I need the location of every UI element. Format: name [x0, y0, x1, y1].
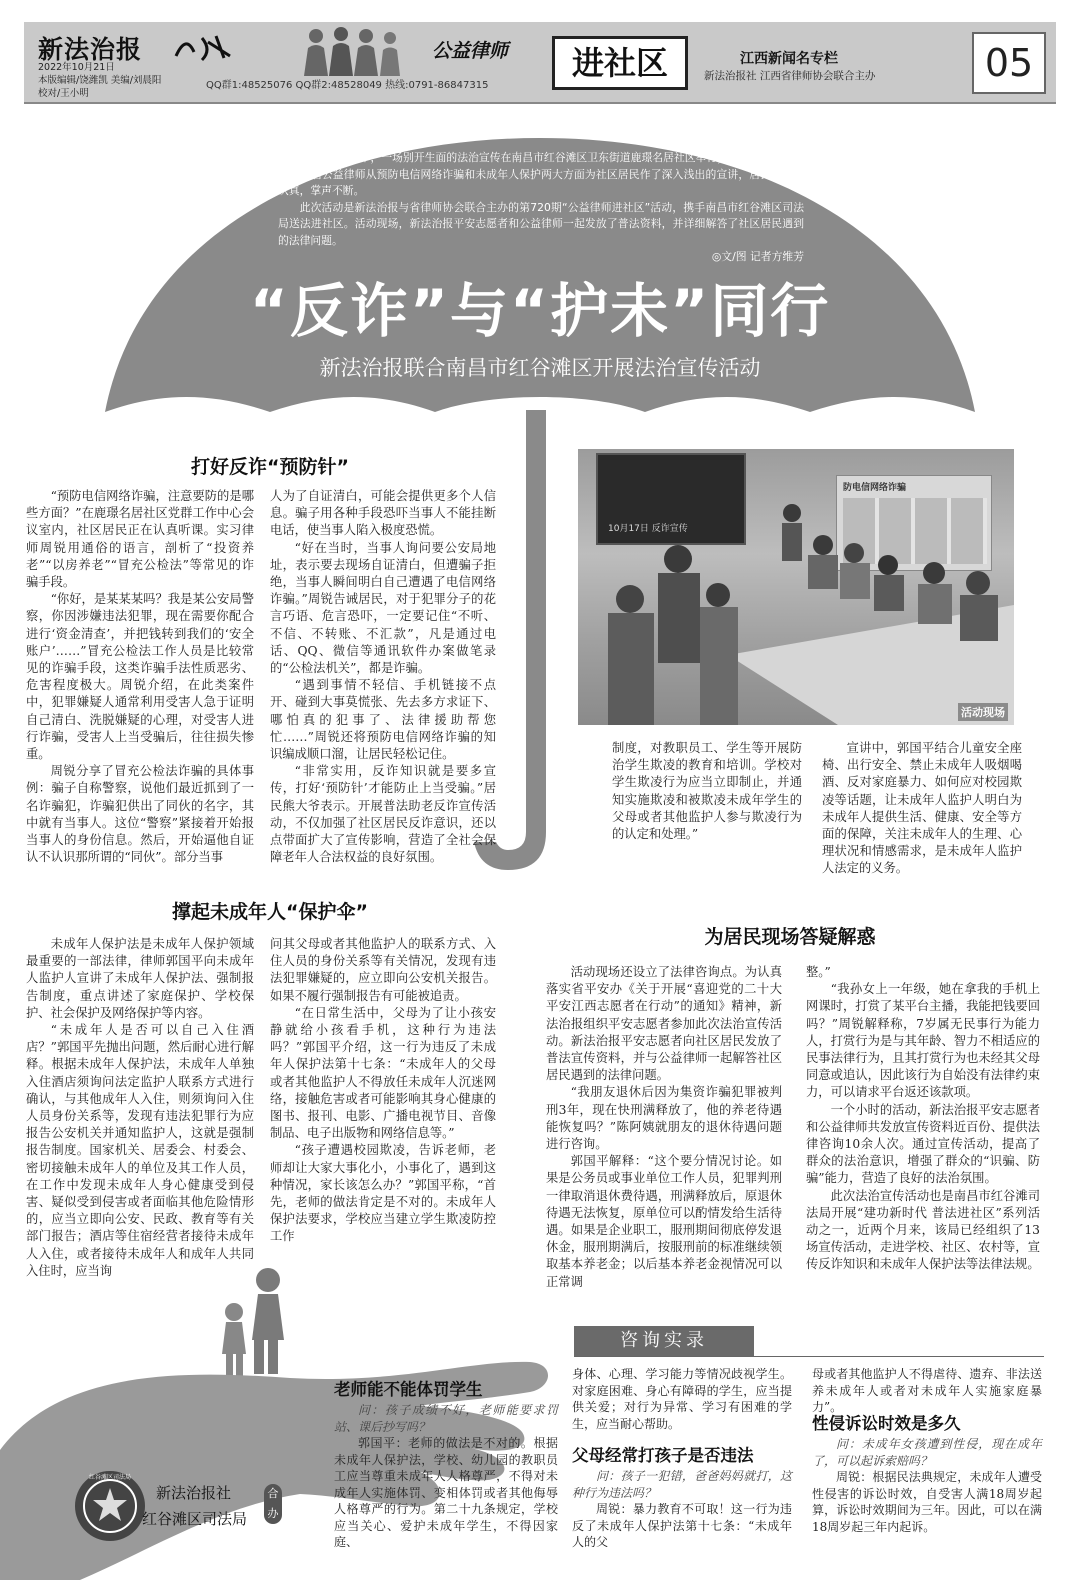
headline-title: “反诈”与“护未”同行 — [249, 277, 831, 345]
qq-hotline: QQ群1:48525076 QQ群2:48528049 热线:0791-86847315 — [206, 80, 489, 91]
section-anti-fraud-col1 — [26, 488, 254, 866]
q3-block — [812, 1436, 1042, 1535]
section-consult-col2 — [806, 964, 1040, 1274]
paragraph: “非常实用，反诈知识就是要多宣传，打好‘预防针’才能防止上当受骗。”居民熊大爷表示。开展普法助老反诈宣传活动，不仅加强了社区居民反诈意识，还以点带面扩大了宣传影响，营造了全社会保障老年人合法权益的良好氛围。 — [270, 764, 496, 865]
section-minor-protection-title: 撑起未成年人“保护伞” — [172, 901, 368, 923]
paragraph: 制度，对教职员工、学生等开展防治学生欺凌的教育和培训。学校对学生欺凌行为应当立即制止，并通知实施欺凌和被欺凌未成年学生的父母或者其他监护人参与欺凌行为的认定和处理。” — [612, 741, 802, 842]
paper-name: 新法治报 — [38, 35, 143, 64]
paragraph: “预防电信网络诈骗，注意要防的是哪些方面？”在鹿璟名居社区党群工作中心会议室内，社区居民正在认真听课。实习律师周锐用通俗的语言，剖析了“投资养老”“以房养老”“冒充公检法”等常见的诈骗手段。 — [26, 489, 254, 590]
lead-text-1: 10月17日下午，一场别开生面的法治宣传在南昌市红谷滩区卫东街道鹿璟名居社区举行，江西昕论律师事务所两名公益律师从预防电信网络诈骗和未成年人保护两大方面为社区居民作了深入浅出的宣讲，居民们听得认真，掌声不断。 — [278, 151, 804, 197]
wall-sign-text: 防电信网络诈骗 — [843, 483, 907, 493]
q2-answer-2: 母或者其他监护人不得虐待、遗弃、非法送养未成年人或者对未成年人实施家庭暴力”。 — [812, 1367, 1042, 1414]
seal-ring-text: 红谷滩区司法局 — [88, 1474, 131, 1481]
paragraph: 宣讲中，郭国平结合儿童安全座椅、出行安全、禁止未成年人吸烟喝酒、反对家庭暴力、如何应对校园欺凌等话题，让未成年人监护人明白为未成年人提供生活、健康、安全等方面的保障，关注未成年人的生理、心理状况和情感需求，是未成年人监护人法定的义务。 — [822, 741, 1022, 876]
paragraph: 人为了自证清白，可能会提供更多个人信息。骗子用各种手段恐吓当事人不能挂断电话，使当事人陷入极度恐慌。 — [270, 489, 496, 538]
q2-title: 父母经常打孩子是否违法 — [572, 1446, 754, 1465]
q2-continued — [812, 1366, 1042, 1416]
q2-answer-1: 周锐：暴力教育不可取！这一行为违反了未成年人保护法第十七条：“未成年人的父 — [572, 1502, 792, 1549]
section-minor-protection-col1 — [26, 936, 254, 1280]
q1-continued — [572, 1366, 792, 1432]
q2-block — [572, 1468, 792, 1551]
series-label: 公益律师 — [432, 40, 509, 62]
org-name-2: 红谷滩区司法局 — [142, 1510, 248, 1528]
q1-title: 老师能不能体罚学生 — [334, 1380, 483, 1399]
page-number: 05 — [972, 32, 1046, 94]
paragraph: “未成年人是否可以自己入住酒店？”郭国平先抛出问题，然后耐心进行解释。根据未成年人保护法，未成年人单独入住酒店须询问法定监护人联系方式进行确认，与其他成年人入住，则须询问入住人员身份关系等，发现有违法犯罪行为应报告公安机关并通知监护人，这就是强制报告制度。国家机关、居委会、村委会、密切接触未成年人的单位及其工作人员，在工作中发现未成年人身心健康受到侵害、疑似受到侵害或者面临其他危险情形的，应当立即向公安、民政、教育等有关部门报告；酒店等住宿经营者接待未成年人入住，或者接待未成年人和成年人共同入住时，应当询 — [26, 1023, 254, 1278]
paragraph: 此次法治宣传活动也是南昌市红谷滩司法局开展“建功新时代 普法进社区”系列活动之一，近两个月来，该局已经组织了13场宣传活动，走进学校、社区、农村等，宣传反诈知识和未成年人保护法等法律法规。 — [806, 1188, 1040, 1272]
meeting-people-illustration — [578, 449, 1014, 725]
q2-question: 问：孩子一犯错，爸爸妈妈就打，这种行为违法吗？ — [572, 1469, 792, 1500]
lead-paragraph — [278, 150, 804, 266]
mid-column-left — [612, 740, 802, 843]
q3-answer: 周锐：根据民法典规定，未成年人遭受性侵害的诉讼时效，自受害人满18周岁起算，诉讼时效期间为三年。因此，可以在满18周岁起三年内起诉。 — [812, 1470, 1042, 1534]
paragraph: 整。” — [806, 965, 831, 979]
consult-banner-rule — [574, 1356, 1044, 1357]
photo-caption: 活动现场 — [958, 703, 1008, 721]
paragraph: 一个小时的活动，新法治报平安志愿者和公益律师共发放宣传资料近百份、提供法律咨询10余人次。通过宣传活动，提高了群众的法治意识，增强了群众的“识骗、防骗”能力，营造了良好的法治氛围。 — [806, 1102, 1040, 1186]
paragraph: 问其父母或者其他监护人的联系方式、入住人员的身份关系等有关情况，发现有违法犯罪嫌疑的，应立即向公安机关报告。如果不履行强制报告有可能被追责。 — [270, 937, 496, 1003]
q1-answer-2: 身体、心理、学习能力等情况歧视学生。对家庭困难、身心有障碍的学生，应当提供关爱；对行为异常、学习有困难的学生，应当耐心帮助。 — [572, 1367, 792, 1431]
column-hosts: 新法治报社 江西省律师协会联合主办 — [704, 70, 876, 82]
q1-block — [334, 1402, 558, 1551]
issue-date: 2022年10月21日 — [38, 62, 115, 73]
section-anti-fraud-title: 打好反诈“预防针” — [191, 456, 349, 478]
lead-credit: ◎文/图 记者方维芳 — [711, 250, 804, 263]
paragraph: “遇到事情不轻信、手机链接不点开、碰到大事莫慌张、先去多方求证下、哪怕真的犯事了、法律援助帮您忙……”周锐还将预防电信网络诈骗的知识编成顺口溜，让居民轻松记住。 — [270, 678, 496, 762]
proof-line: 校对/王小明 — [38, 88, 89, 99]
paragraph: “孩子遭遇校园欺凌，告诉老师，老师却让大家大事化小，小事化了，遇到这种情况，家长该怎么办？”郭国平称，“首先，老师的做法肯定是不对的。未成年人保护法要求，学校应当建立学生欺凌防控工作 — [270, 1143, 496, 1244]
joint-footer — [72, 1462, 298, 1548]
q1-answer-1: 郭国平：老师的做法是不对的。根据未成年人保护法，学校、幼儿园的教职员工应当尊重未成年人人格尊严，不得对未成年人实施体罚、变相体罚或者其他侮辱人格尊严的行为。第二十九条规定，学校应当关心、爱护未成年学生，不得因家庭、 — [334, 1436, 558, 1549]
column-name: 江西新闻名专栏 — [740, 51, 838, 67]
editor-line: 本版编辑/饶潍凯 美编/刘晨阳 — [38, 75, 162, 86]
paragraph: “我朋友退休后因为集资诈骗犯罪被判刑3年，现在快刑满释放了，他的养老待遇能恢复吗？”陈阿姨就朋友的退休待遇问题进行咨询。 — [546, 1085, 782, 1152]
org-name-1: 新法治报社 — [156, 1484, 232, 1502]
paragraph: 活动现场还设立了法律咨询点。为认真落实省平安办《关于开展“喜迎党的二十大 平安江西志愿者在行动”的通知》精神，新法治报组织平安志愿者参加此次法治宣传活动。新法治报平安志愿者向社区居民发放了普法宣传资料，并与公益律师一起解答社区居民遇到的法律问题。 — [546, 965, 782, 1083]
q3-question: 问：未成年女孩遭到性侵，现在成年了，可以起诉索赔吗？ — [812, 1437, 1042, 1468]
q3-title: 性侵诉讼时效是多久 — [812, 1414, 961, 1433]
headline-subtitle: 新法治报联合南昌市红谷滩区开展法治宣传活动 — [319, 356, 761, 380]
paragraph: “在日常生活中，父母为了让小孩安静就给小孩看手机，这种行为违法吗？”郭国平介绍，这一行为违反了未成年人保护法第十七条：“未成年人的父母或者其他监护人不得放任未成年人沉迷网络，接触危害或者可能影响其身心健康的图书、报刊、电影、广播电视节目、音像制品、电子出版物和网络信息等。” — [270, 1005, 496, 1141]
section-anti-fraud-col2 — [270, 488, 496, 866]
q1-question: 问：孩子成绩不好，老师能要求罚站、课后抄写吗？ — [334, 1403, 558, 1434]
paragraph: 未成年人保护法是未成年人保护领域最重要的一部法律，律师郭国平向未成年人监护人宣讲了未成年人保护法、强制报告制度，重点讲述了家庭保护、学校保护、社会保护及网络保护等内容。 — [26, 937, 254, 1020]
paragraph: “好在当时，当事人询问要公安局地址，表示要去现场自证清白，但遭骗子拒绝，当事人瞬间明白自己遭遇了电信网络诈骗。”周锐告诫居民，对于犯罪分子的花言巧语、危言恐吓，一定要记住“不听、不信、不转账、不汇款”，凡是通过电话、QQ、微信等通讯软件办案做笔录的“公检法机关”，都是诈骗。 — [270, 540, 496, 676]
paragraph: “我孙女上一年级，她在拿我的手机上网课时，打赏了某平台主播，我能把钱要回吗？”周锐解释称，7岁属无民事行为能力人，打赏行为是与其年龄、智力不相适应的民事法律行为，且其打赏行为也未经其父母同意或追认，因此该行为自始没有法律约束力，可以请求平台返还该款项。 — [806, 982, 1040, 1100]
section-consult-col1 — [546, 964, 782, 1291]
lead-text-2: 此次活动是新法治报与省律师协会联合主办的第720期“公益律师进社区”活动，携手南昌市红谷滩区司法局送法进社区。活动现场，新法治报平安志愿者和公益律师一起发放了普法资料，并详细解答了社区居民遇到的法律问题。 — [278, 200, 804, 247]
consult-banner: 咨询实录 — [574, 1326, 754, 1356]
screen-text: 10月17日 反诈宣传 — [608, 524, 688, 534]
paragraph: 郭国平解释：“这个要分情况讨论。如果是公务员或事业单位工作人员，犯罪判刑一律取消退休费待遇，刑满释放后，原退休待遇无法恢复，原单位可以酌情发给生活待遇。如果是企业职工，服刑期间彻底停发退休金，服刑期满后，按服刑前的标准继续领取基本养老金；以后基本养老金视情况可以正常调 — [546, 1154, 782, 1289]
mid-column-right — [822, 740, 1022, 878]
paragraph: “你好，是某某某吗？我是某公安局警察，你因涉嫌违法犯罪，现在需要你配合进行‘资金清查’，并把钱转到我们的‘安全账户’……”冒充公检法工作人员是比较常见的诈骗手段，这类诈骗手法性质恶劣、危害程度极大。周锐介绍，在此类案件中，犯罪嫌疑人通常利用受害人急于证明自己清白、洗脱嫌疑的心理，对受害人进行诈骗，受害人上当受骗后，往往损失惨重。 — [26, 592, 254, 762]
section-consult-title: 为居民现场答疑解惑 — [704, 926, 876, 948]
joint-badge: 合办 — [264, 1484, 282, 1524]
section-minor-protection-col2 — [270, 936, 496, 1246]
paragraph: 周锐分享了冒充公检法诈骗的具体事例：骗子自称警察，说他们最近抓到了一名诈骗犯，诈骗犯供出了同伙的名字，其中就有当事人。这位“警察”紧接着开始报当事人的身份信息。然后，开始逼他自证认不认识那所谓的“同伙”。部分当事 — [26, 764, 254, 865]
series-big-label: 进社区 — [552, 36, 688, 90]
activity-photo — [578, 449, 1014, 725]
